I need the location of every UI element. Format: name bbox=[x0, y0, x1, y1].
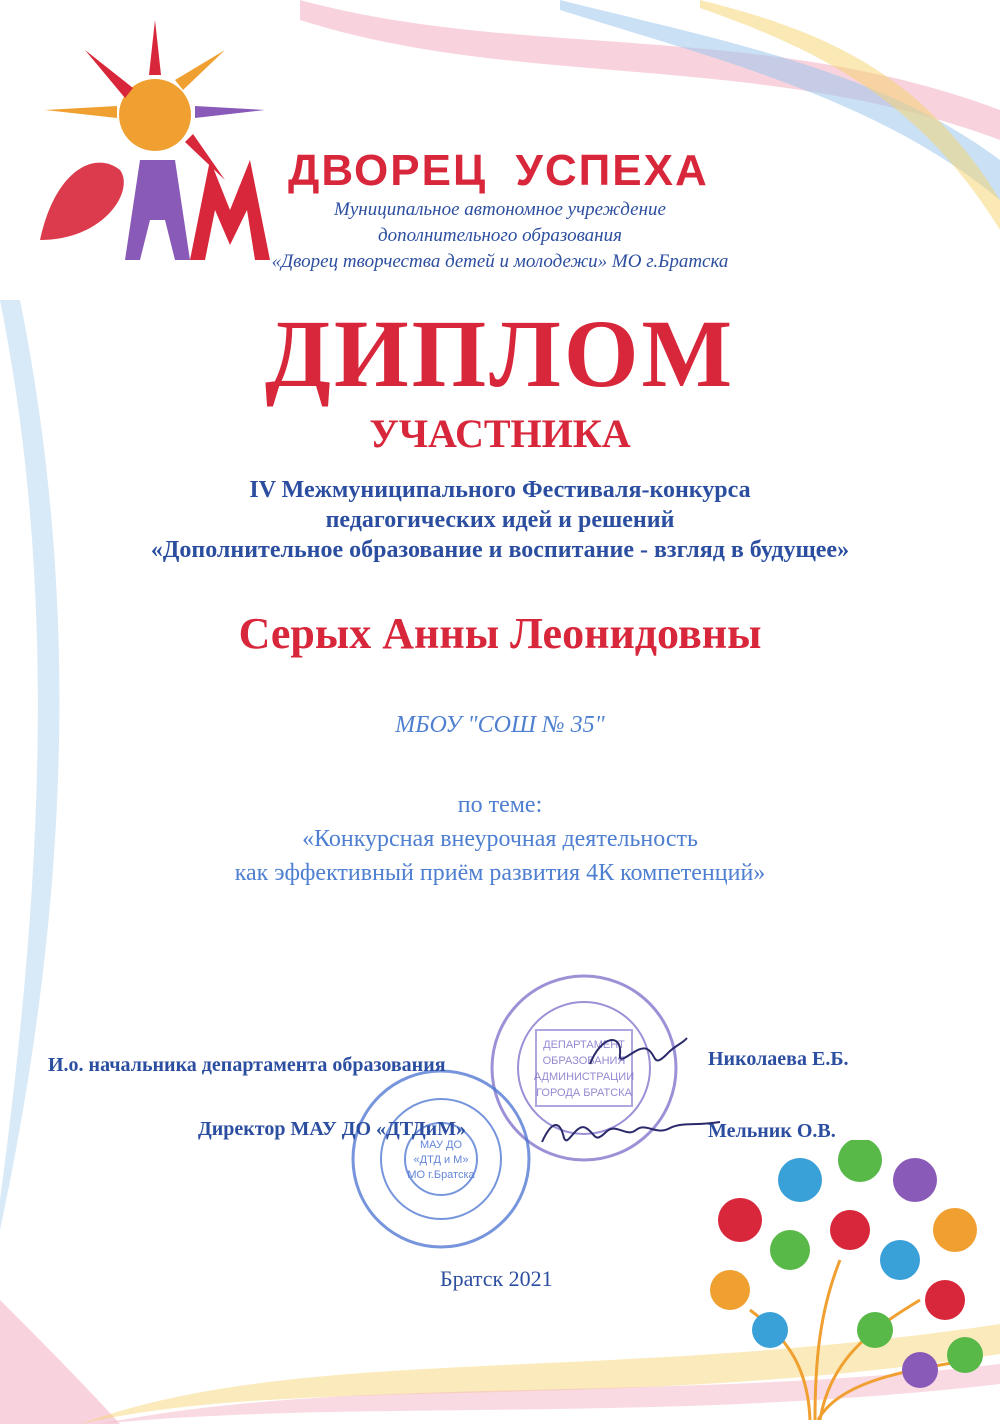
education-tree-icon bbox=[690, 1140, 990, 1420]
topic-label: по теме: bbox=[457, 792, 543, 818]
event-line-3: «Дополнительное образование и воспитание - взгляд в будущее» bbox=[150, 537, 850, 563]
institution-title: ДВОРЕЦ УСПЕХА bbox=[288, 146, 709, 195]
svg-text:ОБРАЗОВАНИЯ: ОБРАЗОВАНИЯ bbox=[542, 1055, 626, 1067]
city-year: Братск 2021 bbox=[440, 1266, 553, 1291]
org-line-3: «Дворец творчества детей и молодежи» МО г.Братска bbox=[271, 251, 729, 272]
svg-text:МО г.Братска: МО г.Братска bbox=[407, 1169, 475, 1181]
svg-text:МАУ ДО: МАУ ДО bbox=[419, 1139, 463, 1151]
org-line-1: Муниципальное автономное учреждение bbox=[334, 199, 666, 220]
topic-line-2: как эффективный приём развития 4К компетенций» bbox=[234, 860, 766, 886]
signature-position-2: Директор МАУ ДО «ДТДиМ» bbox=[198, 1118, 467, 1140]
diploma-title: ДИПЛОМ bbox=[264, 300, 736, 407]
diploma-subtitle: УЧАСТНИКА bbox=[369, 411, 631, 456]
org-line-2: дополнительного образования bbox=[378, 225, 622, 246]
school-stamp bbox=[346, 1064, 536, 1254]
topic-line-1: «Конкурсная внеурочная деятельность bbox=[302, 826, 698, 852]
signature-position-1: И.о. начальника департамента образования bbox=[48, 1054, 446, 1076]
svg-text:ДЕПАРТАМЕНТ: ДЕПАРТАМЕНТ bbox=[543, 1039, 625, 1051]
event-line-1: IV Межмуниципального Фестиваля-конкурса bbox=[249, 477, 751, 503]
event-line-2: педагогических идей и решений bbox=[325, 507, 675, 533]
svg-text:АДМИНИСТРАЦИИ: АДМИНИСТРАЦИИ bbox=[533, 1071, 635, 1083]
signature-name-2: Мельник О.В. bbox=[708, 1120, 836, 1142]
recipient-school: МБОУ "СОШ № 35" bbox=[395, 712, 605, 738]
svg-text:«ДТД и М»: «ДТД и М» bbox=[413, 1154, 469, 1166]
recipient-name: Серых Анны Леонидовны bbox=[238, 609, 762, 658]
svg-text:ГОРОДА БРАТСКА: ГОРОДА БРАТСКА bbox=[536, 1087, 632, 1099]
signature-1 bbox=[582, 1024, 692, 1084]
signature-name-1: Николаева Е.Б. bbox=[708, 1048, 849, 1070]
